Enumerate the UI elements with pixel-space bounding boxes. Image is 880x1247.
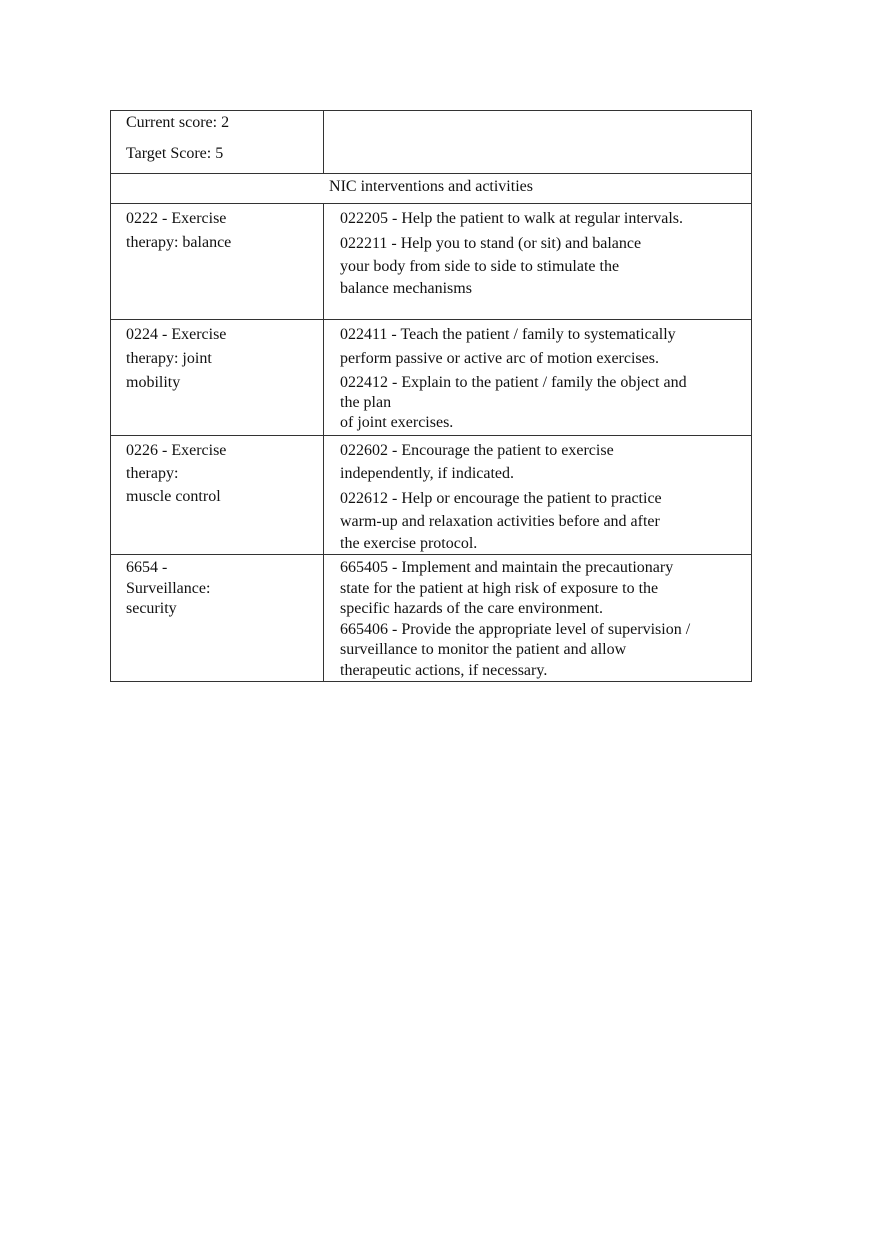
activity-line: 022612 - Help or encourage the patient to practice — [340, 490, 662, 507]
activity-line: 665405 - Implement and maintain the precautionary — [340, 559, 674, 576]
intervention-label — [111, 436, 324, 555]
activity-line: surveillance to monitor the patient and allow — [340, 641, 627, 658]
label-line: therapy: — [126, 465, 179, 482]
activity-line: of joint exercises. — [340, 414, 454, 431]
activity-line: your body from side to side to stimulate the — [340, 258, 620, 275]
target-score: Target Score: 5 — [126, 145, 224, 162]
activity — [340, 207, 747, 230]
activity-line: 665406 - Provide the appropriate level of supervision / — [340, 620, 691, 638]
intervention-label — [111, 204, 324, 320]
label-line: 0222 - Exercise — [126, 210, 227, 227]
activity — [340, 323, 747, 371]
current-score: Current score: 2 — [126, 114, 230, 131]
label-line: therapy: balance — [126, 234, 232, 251]
score-row — [111, 111, 752, 174]
activity — [340, 439, 747, 485]
score-empty-cell — [324, 111, 752, 174]
label-line: mobility — [126, 374, 181, 391]
label-line: therapy: joint — [126, 350, 212, 367]
activity-line: 022602 - Encourage the patient to exercise — [340, 442, 614, 459]
activity-line: perform passive or active arc of motion exercises. — [340, 350, 659, 367]
nic-header: NIC interventions and activities — [111, 174, 752, 204]
label-line: security — [126, 600, 177, 617]
intervention-label — [111, 555, 324, 682]
score-cell — [111, 111, 324, 174]
table-row — [111, 204, 752, 320]
table-row — [111, 436, 752, 555]
activity-line: warm-up and relaxation activities before and after — [340, 513, 660, 530]
intervention-label — [111, 320, 324, 436]
label-line: 6654 - — [126, 559, 168, 576]
activities-cell — [324, 436, 752, 555]
nursing-care-table — [110, 110, 752, 682]
activity-line: specific hazards of the care environment. — [340, 600, 603, 617]
activity-line: the plan — [340, 394, 392, 411]
activity-line: balance mechanisms — [340, 280, 472, 297]
activities-cell — [324, 204, 752, 320]
activity-line: 022211 - Help you to stand (or sit) and balance — [340, 235, 642, 252]
activity — [340, 373, 747, 433]
activity-line: 022412 - Explain to the patient / family the object and — [340, 374, 687, 391]
label-line: 0224 - Exercise — [126, 326, 227, 343]
activity-line: 022205 - Help the patient to walk at regular intervals. — [340, 210, 684, 227]
activity — [340, 620, 747, 682]
activity-line: the exercise protocol. — [340, 535, 478, 552]
activity-line: therapeutic actions, if necessary. — [340, 661, 548, 679]
nic-header-row — [111, 174, 752, 204]
table-row — [111, 320, 752, 436]
table-row — [111, 555, 752, 682]
activities-cell — [324, 320, 752, 436]
activity — [340, 558, 747, 620]
activity-line: 022411 - Teach the patient / family to systematically — [340, 326, 676, 343]
label-line: Surveillance: — [126, 579, 211, 597]
activities-cell — [324, 555, 752, 682]
label-line: 0226 - Exercise — [126, 442, 227, 459]
activity-line: independently, if indicated. — [340, 465, 515, 482]
label-line: muscle control — [126, 488, 221, 505]
activity — [340, 487, 747, 554]
activity — [340, 232, 747, 299]
activity-line: state for the patient at high risk of exposure to the — [340, 579, 659, 597]
